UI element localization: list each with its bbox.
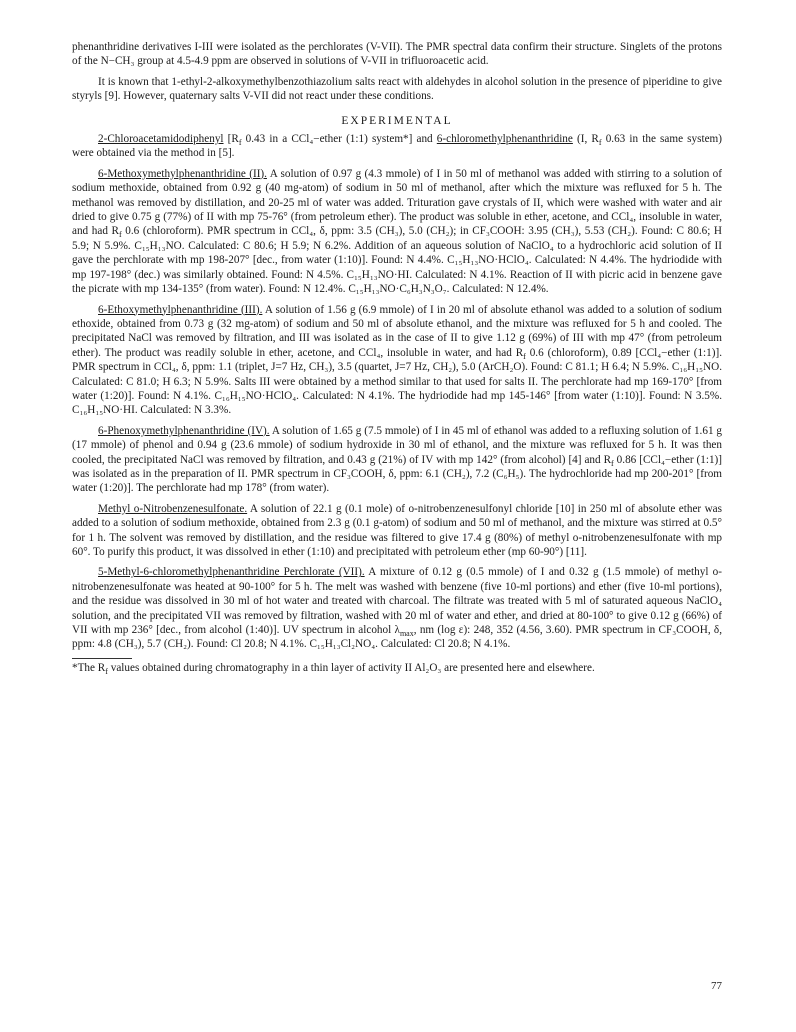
- body-text: A solution of 1.56 g (6.9 mmole) of I in 20 ml of absolute ethanol was added to a solution of sodium ethoxide, obtained from 0.73 g (32 mg-atom) of sodium and 50 ml of absolute ethanol, and the mixture was refluxed for 5 h and cooled. The precipitated NaCl was removed by filtration, and III was isolated as in the case of II to give 1.12 g (69%) of III with mp 47° (from petroleum ether). The product was readily soluble in ether, acetone, and CCl₄, insoluble in water, and had R: [72, 303, 722, 359]
- body-text: A solution of 0.97 g (4.3 mmole) of I in 50 ml of methanol was added with stirring to a solution of sodium methoxide, obtained from 0.92 g (40 mg-atom) of sodium in 50 ml of methanol, after which the mixture was refluxed for 5 h. The methanol was removed by distillation, and 20-25 ml of water was added. Trituration gave crystals of II, which were washed with water and air dried to give 0.75 g (77%) of II with mp 75-76° (from petroleum ether). The product was soluble in ether, acetone, and CCl₄, insoluble in water, and had R: [72, 167, 723, 238]
- paragraph: [72, 502, 722, 560]
- body-text: values obtained during chromatography in a thin layer of activity II Al₂O₃ are presented here and elsewhere.: [107, 661, 595, 674]
- body-text: 0.86 [CCl₄−ether (1:1)] was isolated as in the preparation of II. PMR spectrum in CF₃COOH, δ, ppm: 6.1 (CH₂), 7.2 (C₆H₅). The hydrochloride had mp 200-201° [from water (1:20)]. The perchlorate had mp 178° (from water).: [72, 453, 722, 495]
- section-title: 6-Methoxymethylphenanthridine (II).: [98, 167, 267, 180]
- paragraph: [72, 40, 722, 69]
- section-title: 5-Methyl-6-chloromethylphenanthridine Perchlorate (VII).: [98, 566, 365, 579]
- body-text: phenanthridine derivatives I-III were isolated as the perchlorates (V-VII). The PMR spectral data confirm their structure. Singlets of the protons of the N−CH₃ group at 4.5-4.9 ppm are observed in solutions of V-VII in trifluoroacetic acid.: [72, 41, 722, 68]
- body-text: 0.43 in a CCl₄−ether (1:1) system*] and: [241, 133, 437, 146]
- paragraph: [72, 565, 722, 651]
- body-text: A solution of 1.65 g (7.5 mmole) of I in 45 ml of ethanol was added to a refluxing solution of 1.61 g (17 mmole) of phenol and 0.94 g (23.6 mmole) of sodium hydroxide in 30 ml of ethanol, and the mixture was refluxed for 5 h. It was then cooled, the precipitated NaCl was removed by filtration, and 0.43 g (21%) of IV with mp 142° (from alcohol) [4] and R: [72, 424, 723, 466]
- footnote: [72, 661, 722, 675]
- subscript-text: f: [105, 667, 108, 677]
- body-text: 0.6 (chloroform), 0.89 [CCl₄−ether (1:1)]. PMR spectrum in CCl₄, δ, ppm: 1.1 (triplet, J=7 Hz, CH₃), 3.5 (quartet, J=7 Hz, CH₂), 5.0 (ArCH₂O). Found: C 81.1; H 6.4; N 5.9%. C₁₆H₁₅NO. Calculated: C 81.0; H 6.3; N 5.9%. Salts III were obtained by a method similar to that used for salts II. The perchlorate had mp 169-170° [from water (1:20)]. Found: N 4.1%. C₁₆H₁₅NO·HClO₄. Calculated: N 4.1%. The hydriodide had mp 145-146° [from water (1:10)]. Found: N 3.5%. C₁₆H₁₅NO·HI. Calculated: N 3.3%.: [72, 346, 722, 417]
- subscript-text: f: [523, 351, 526, 361]
- paragraph: [72, 167, 722, 297]
- footnote-divider: [72, 658, 132, 659]
- section-title: 6-Phenoxymethylphenanthridine (IV).: [98, 424, 270, 437]
- body-text: 0.6 (chloroform). PMR spectrum in CCl₄, δ, ppm: 3.5 (CH₃), 5.0 (CH₂); in CF₃COOH: 3.95 (CH₃), 5.53 (CH₂). Found: C 80.6; H 5.9; N 5.9%. C₁₅H₁₃NO. Calculated: C 80.6; H 5.9; N 6.2%. Addition of an aqueous solution of NaClO₄ to a hydrochloric acid solution of II gave the perchlorate with mp 198-207° [dec., from water (1:10)]. Found: N 4.4%. C₁₅H₁₃NO·HClO₄. Calculated: N 4.4%. The hydriodide with mp 197-198° (dec.) was similarly obtained. Found: N 4.5%. C₁₅H₁₃NO·HI. Calculated: N 4.1%. Reaction of II with picric acid in benzene gave the picrate with mp 134-135° (from water). Found: N 12.4%. C₁₅H₁₃NO·C₆H₃N₃O₇. Calculated: N 12.4%.: [72, 225, 722, 296]
- body-text: It is known that 1-ethyl-2-alkoxymethylbenzothiazolium salts react with aldehydes in alcohol solution in the presence of piperidine to give styryls [9]. However, quaternary salts V-VII did not react under these conditions.: [72, 75, 722, 103]
- section-title: 6-chloromethylphenanthridine: [436, 133, 573, 146]
- paragraph: [72, 303, 722, 418]
- subscript-text: f: [119, 230, 122, 240]
- page-number: 77: [711, 980, 722, 992]
- subscript-text: max: [399, 629, 414, 639]
- body-text: A solution of 22.1 g (0.1 mole) of o-nitrobenzenesulfonyl chloride [10] in 250 ml of absolute ether was added to a solution of sodium methoxide, obtained from 2.3 g (0.1 g-atom) of sodium and 50 ml of methanol, and the mixture was stirred at 0.5° for 1 h. The solvent was removed by distillation, and the residue was filtered to give 17.4 g (80%) of methyl o-nitrobenzenesulfonate with mp 60°. To purify this product, it was dissolved in ether (1:10) and precipitated with petroleum ether (mp 60-90°) [11].: [72, 502, 722, 558]
- paragraph: [72, 424, 722, 496]
- section-title: Methyl o-Nitrobenzenesulfonate.: [98, 502, 248, 515]
- subscript-text: f: [611, 458, 614, 468]
- body-text: A mixture of 0.12 g (0.5 mmole) of I and 0.32 g (1.5 mmole) of methyl o-nitrobenzenesulfonate was heated at 90-100° for 5 h. The melt was washed with benzene (five 10-ml portions) and ether (five 10-ml portions), and the residue was dissolved in 30 ml of hot water and treated with charcoal. The filtrate was treated with 5 ml of saturated aqueous NaClO₄ solution, and the precipitated VII was removed by filtration, washed with 20 ml of water and ether, and dried at 80-100° to give 0.12 g (66%) of VII with mp 236° [dec., from alcohol (1:40)]. UV spectrum in alcohol λ: [72, 566, 722, 637]
- body-text: 0.63 in the same system) were obtained via the method in [5].: [72, 133, 722, 160]
- page-body: [72, 40, 722, 681]
- body-text: (I, R: [572, 133, 599, 146]
- paragraph: [72, 75, 722, 104]
- body-text: [R: [223, 133, 239, 146]
- paragraph: [72, 132, 722, 161]
- body-text: EXPERIMENTAL: [341, 114, 453, 127]
- body-text: *The R: [72, 661, 106, 674]
- subscript-text: f: [598, 138, 602, 148]
- subscript-text: f: [238, 138, 242, 148]
- section-heading: [72, 114, 722, 128]
- section-title: 2-Chloroacetamidodiphenyl: [98, 133, 224, 146]
- body-text: , nm (log ε): 248, 352 (4.56, 3.60). PMR spectrum in CF₃COOH, δ, ppm: 4.8 (CH₃), 5.7 (CH₂). Found: Cl 20.8; N 4.1%. C₁₅H₁₃Cl₂NO₄. Calculated: Cl 20.8; N 4.1%.: [72, 624, 723, 651]
- section-title: 6-Ethoxymethylphenanthridine (III).: [98, 303, 263, 316]
